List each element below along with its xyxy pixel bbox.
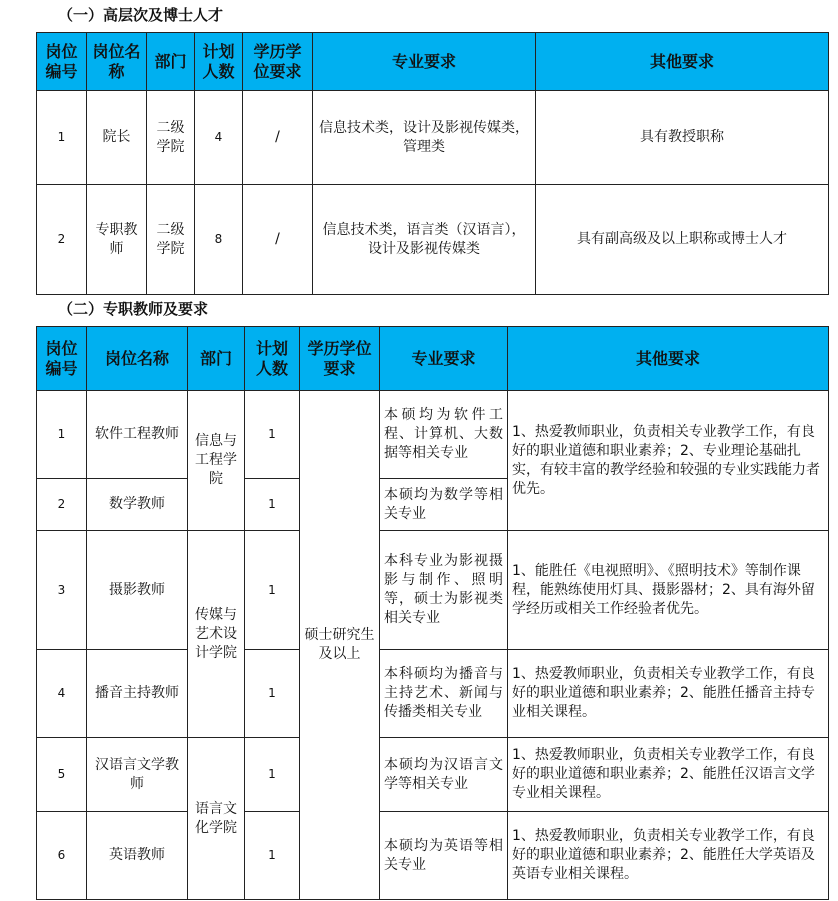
cell-name: 播音主持教师 (87, 650, 188, 738)
table-row (37, 391, 829, 479)
cell-id: 1 (37, 391, 87, 479)
talent-table (36, 32, 829, 295)
table-header-row (37, 33, 829, 91)
cell-other: 1、热爱教师职业，负责相关专业教学工作，有良好的职业道德和职业素养；2、能胜任大学英语及英语专业相关课程。 (508, 812, 829, 900)
cell-count: 1 (245, 812, 300, 900)
section-1-title: （一）高层次及博士人才 (58, 6, 224, 24)
cell-major: 本硕均为汉语言文学等相关专业 (380, 738, 508, 812)
cell-id: 6 (37, 812, 87, 900)
cell-name: 汉语言文学教师 (87, 738, 188, 812)
cell-id: 2 (37, 479, 87, 531)
table-row (37, 91, 829, 185)
table-row (37, 812, 829, 900)
header-major: 专业要求 (313, 33, 536, 91)
cell-count: 1 (245, 738, 300, 812)
cell-dept-info: 信息与工程学院 (188, 391, 245, 531)
table-header-row (37, 327, 829, 391)
header-dept: 部门 (147, 33, 195, 91)
cell-other: 1、热爱教师职业，负责相关专业教学工作，有良好的职业道德和职业素养；2、能胜任汉语言文学专业相关课程。 (508, 738, 829, 812)
table-row (37, 738, 829, 812)
cell-other: 1、热爱教师职业，负责相关专业教学工作，有良好的职业道德和职业素养；2、能胜任播音主持专业相关课程。 (508, 650, 829, 738)
cell-major: 信息技术类，设计及影视传媒类，管理类 (313, 91, 536, 185)
cell-count: 8 (195, 185, 243, 295)
cell-dept-lang: 语言文化学院 (188, 738, 245, 900)
cell-name: 数学教师 (87, 479, 188, 531)
cell-id: 1 (37, 91, 87, 185)
cell-other: 具有副高级及以上职称或博士人才 (536, 185, 829, 295)
cell-count: 1 (245, 531, 300, 650)
table-row (37, 531, 829, 650)
cell-name: 软件工程教师 (87, 391, 188, 479)
header-edu: 学历学位要求 (243, 33, 313, 91)
cell-major: 本科专业为影视摄影与制作、照明等，硕士为影视类相关专业 (380, 531, 508, 650)
cell-major: 本硕均为英语等相关专业 (380, 812, 508, 900)
header-post-name: 岗位名称 (87, 33, 147, 91)
cell-count: 1 (245, 650, 300, 738)
cell-count: 1 (245, 391, 300, 479)
section-2-title: （二）专职教师及要求 (58, 300, 209, 318)
cell-dept: 二级学院 (147, 185, 195, 295)
cell-id: 2 (37, 185, 87, 295)
cell-other: 具有教授职称 (536, 91, 829, 185)
header-count: 计划人数 (195, 33, 243, 91)
cell-id: 4 (37, 650, 87, 738)
cell-name: 院长 (87, 91, 147, 185)
cell-id: 5 (37, 738, 87, 812)
cell-name: 专职教师 (87, 185, 147, 295)
cell-count: 1 (245, 479, 300, 531)
cell-name: 摄影教师 (87, 531, 188, 650)
cell-dept-media: 传媒与艺术设计学院 (188, 531, 245, 738)
cell-edu: / (243, 185, 313, 295)
cell-count: 4 (195, 91, 243, 185)
cell-other-group1: 1、热爱教师职业，负责相关专业教学工作，有良好的职业道德和职业素养；2、专业理论基础扎实，有较丰富的教学经验和较强的专业实践能力者优先。 (508, 391, 829, 531)
cell-name: 英语教师 (87, 812, 188, 900)
cell-dept: 二级学院 (147, 91, 195, 185)
cell-major: 本科硕均为播音与主持艺术、新闻与传播类相关专业 (380, 650, 508, 738)
header-post-id: 岗位编号 (37, 33, 87, 91)
header-edu: 学历学位要求 (300, 327, 380, 391)
table-row (37, 650, 829, 738)
header-major: 专业要求 (380, 327, 508, 391)
header-other: 其他要求 (508, 327, 829, 391)
cell-major: 本硕均为数学等相关专业 (380, 479, 508, 531)
cell-other: 1、能胜任《电视照明》、《照明技术》等制作课程，能熟练使用灯具、摄影器材；2、具有海外留学经历或相关工作经验者优先。 (508, 531, 829, 650)
header-other: 其他要求 (536, 33, 829, 91)
cell-edu-shared: 硕士研究生及以上 (300, 391, 380, 900)
header-dept: 部门 (188, 327, 245, 391)
cell-major: 信息技术类，语言类（汉语言），设计及影视传媒类 (313, 185, 536, 295)
table-row (37, 185, 829, 295)
cell-id: 3 (37, 531, 87, 650)
teacher-table (36, 326, 829, 900)
header-post-name: 岗位名称 (87, 327, 188, 391)
header-count: 计划人数 (245, 327, 300, 391)
header-post-id: 岗位编号 (37, 327, 87, 391)
cell-major: 本硕均为软件工程、计算机、大数据等相关专业 (380, 391, 508, 479)
cell-edu: / (243, 91, 313, 185)
